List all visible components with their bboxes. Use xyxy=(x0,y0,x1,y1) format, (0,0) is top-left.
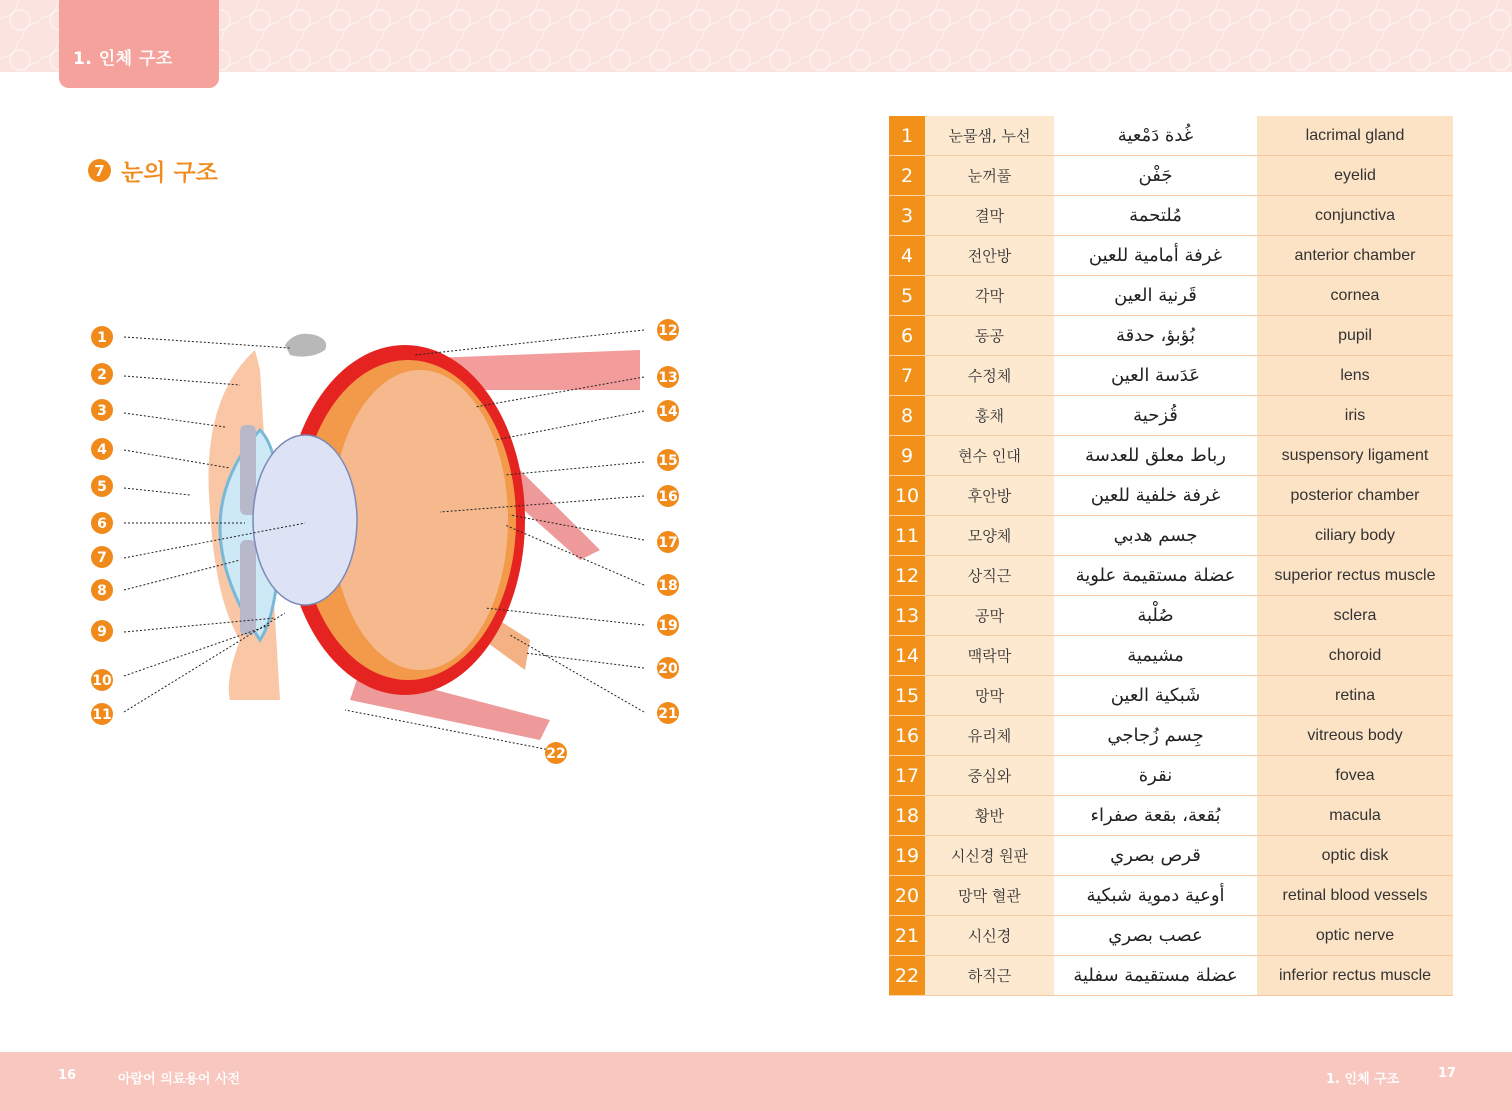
korean-term: 후안방 xyxy=(925,476,1054,516)
english-term: optic nerve xyxy=(1257,916,1453,956)
marker-4 xyxy=(91,438,113,460)
svg-text:17: 17 xyxy=(658,535,678,551)
row-number: 9 xyxy=(889,436,925,476)
marker-5 xyxy=(91,475,113,497)
table-row xyxy=(889,116,1453,156)
korean-term: 시신경 xyxy=(925,916,1054,956)
korean-term: 모양체 xyxy=(925,516,1054,556)
marker-15 xyxy=(657,449,679,471)
english-term: retina xyxy=(1257,676,1453,716)
table-row xyxy=(889,796,1453,836)
korean-term: 수정체 xyxy=(925,356,1054,396)
english-term: posterior chamber xyxy=(1257,476,1453,516)
section-title xyxy=(88,154,218,187)
row-number: 18 xyxy=(889,796,925,836)
marker-7 xyxy=(91,546,113,568)
row-number: 20 xyxy=(889,876,925,916)
table-row xyxy=(889,196,1453,236)
svg-text:13: 13 xyxy=(658,370,678,386)
english-term: ciliary body xyxy=(1257,516,1453,556)
table-row xyxy=(889,956,1453,996)
korean-term: 홍채 xyxy=(925,396,1054,436)
marker-22 xyxy=(545,742,567,764)
korean-term: 동공 xyxy=(925,316,1054,356)
korean-term: 하직근 xyxy=(925,956,1054,996)
marker-18 xyxy=(657,574,679,596)
korean-term: 유리체 xyxy=(925,716,1054,756)
svg-text:3: 3 xyxy=(97,403,107,419)
row-number: 4 xyxy=(889,236,925,276)
row-number: 8 xyxy=(889,396,925,436)
english-term: lacrimal gland xyxy=(1257,116,1453,156)
header-pattern-band xyxy=(0,0,1512,72)
eye-diagram xyxy=(80,310,678,770)
row-number: 5 xyxy=(889,276,925,316)
english-term: anterior chamber xyxy=(1257,236,1453,276)
table-row xyxy=(889,876,1453,916)
arabic-term: قرص بصري xyxy=(1054,836,1257,876)
marker-16 xyxy=(657,485,679,507)
footer-right-chapter-title: 1. 인체 구조 xyxy=(1326,1072,1400,1087)
arabic-term: جَفْن xyxy=(1054,156,1257,196)
row-number: 17 xyxy=(889,756,925,796)
arabic-term: مشيمية xyxy=(1054,636,1257,676)
svg-text:18: 18 xyxy=(658,578,678,594)
svg-text:11: 11 xyxy=(92,707,112,723)
section-title-text: 눈의 구조 xyxy=(121,160,218,186)
row-number: 6 xyxy=(889,316,925,356)
arabic-term: قُزحية xyxy=(1054,396,1257,436)
table-row xyxy=(889,276,1453,316)
english-term: choroid xyxy=(1257,636,1453,676)
eye-diagram-svg xyxy=(80,310,678,770)
svg-text:5: 5 xyxy=(97,479,107,495)
arabic-term: قَرنية العين xyxy=(1054,276,1257,316)
marker-13 xyxy=(657,366,679,388)
english-term: vitreous body xyxy=(1257,716,1453,756)
english-term: suspensory ligament xyxy=(1257,436,1453,476)
arabic-term: عضلة مستقيمة سفلية xyxy=(1054,956,1257,996)
marker-20 xyxy=(657,657,679,679)
arabic-term: شَبكية العين xyxy=(1054,676,1257,716)
svg-text:14: 14 xyxy=(658,404,678,420)
marker-14 xyxy=(657,400,679,422)
vitreous-shape xyxy=(332,370,508,670)
marker-19 xyxy=(657,614,679,636)
row-number: 13 xyxy=(889,596,925,636)
korean-term: 맥락막 xyxy=(925,636,1054,676)
marker-8 xyxy=(91,579,113,601)
table-row xyxy=(889,156,1453,196)
korean-term: 현수 인대 xyxy=(925,436,1054,476)
row-number: 11 xyxy=(889,516,925,556)
row-number: 2 xyxy=(889,156,925,196)
svg-text:9: 9 xyxy=(97,624,107,640)
table-row xyxy=(889,596,1453,636)
marker-2 xyxy=(91,363,113,385)
table-row xyxy=(889,316,1453,356)
korean-term: 공막 xyxy=(925,596,1054,636)
marker-1 xyxy=(91,326,113,348)
table-row xyxy=(889,756,1453,796)
arabic-term: جسم هدبي xyxy=(1054,516,1257,556)
svg-text:19: 19 xyxy=(658,618,678,634)
footer-left-page-number: 16 xyxy=(58,1068,77,1083)
english-term: iris xyxy=(1257,396,1453,436)
lacrimal-gland-shape xyxy=(285,334,326,357)
korean-term: 황반 xyxy=(925,796,1054,836)
svg-text:12: 12 xyxy=(658,323,678,339)
row-number: 10 xyxy=(889,476,925,516)
english-term: retinal blood vessels xyxy=(1257,876,1453,916)
arabic-term: نقرة xyxy=(1054,756,1257,796)
term-table xyxy=(889,116,1453,996)
table-row xyxy=(889,516,1453,556)
arabic-term: صُلْبة xyxy=(1054,596,1257,636)
english-term: lens xyxy=(1257,356,1453,396)
korean-term: 눈물샘, 누선 xyxy=(925,116,1054,156)
korean-term: 각막 xyxy=(925,276,1054,316)
row-number: 15 xyxy=(889,676,925,716)
korean-term: 시신경 원판 xyxy=(925,836,1054,876)
lens-shape xyxy=(253,435,357,605)
arabic-term: عَدَسة العين xyxy=(1054,356,1257,396)
row-number: 1 xyxy=(889,116,925,156)
korean-term: 중심와 xyxy=(925,756,1054,796)
svg-text:16: 16 xyxy=(658,489,678,505)
marker-6 xyxy=(91,512,113,534)
korean-term: 망막 혈관 xyxy=(925,876,1054,916)
korean-term: 눈꺼풀 xyxy=(925,156,1054,196)
svg-text:4: 4 xyxy=(97,442,107,458)
row-number: 7 xyxy=(889,356,925,396)
english-term: pupil xyxy=(1257,316,1453,356)
row-number: 19 xyxy=(889,836,925,876)
row-number: 21 xyxy=(889,916,925,956)
marker-10 xyxy=(91,669,113,691)
marker-21 xyxy=(657,702,679,724)
svg-text:10: 10 xyxy=(92,673,112,689)
table-row xyxy=(889,676,1453,716)
table-row xyxy=(889,636,1453,676)
english-term: inferior rectus muscle xyxy=(1257,956,1453,996)
row-number: 12 xyxy=(889,556,925,596)
table-row xyxy=(889,436,1453,476)
marker-11 xyxy=(91,703,113,725)
table-row xyxy=(889,236,1453,276)
korean-term: 망막 xyxy=(925,676,1054,716)
footer-right-page-number: 17 xyxy=(1438,1066,1457,1081)
footer-band xyxy=(0,1052,1512,1111)
table-row xyxy=(889,556,1453,596)
arabic-term: غرفة أمامية للعين xyxy=(1054,236,1257,276)
markers-left xyxy=(91,326,113,725)
english-term: macula xyxy=(1257,796,1453,836)
chapter-tab-label: 1. 인체 구조 xyxy=(73,49,173,69)
arabic-term: عصب بصري xyxy=(1054,916,1257,956)
arabic-term: مُلتحمة xyxy=(1054,196,1257,236)
section-number-badge: 7 xyxy=(88,159,111,182)
svg-text:15: 15 xyxy=(658,453,678,469)
arabic-term: بُقعة، بقعة صفراء xyxy=(1054,796,1257,836)
english-term: eyelid xyxy=(1257,156,1453,196)
table-row xyxy=(889,716,1453,756)
marker-17 xyxy=(657,531,679,553)
svg-text:8: 8 xyxy=(97,583,107,599)
table-row xyxy=(889,356,1453,396)
korean-term: 상직근 xyxy=(925,556,1054,596)
row-number: 3 xyxy=(889,196,925,236)
table-row xyxy=(889,836,1453,876)
arabic-term: أوعية دموية شبكية xyxy=(1054,876,1257,916)
svg-text:7: 7 xyxy=(97,550,107,566)
korean-term: 전안방 xyxy=(925,236,1054,276)
table-row xyxy=(889,476,1453,516)
marker-9 xyxy=(91,620,113,642)
english-term: conjunctiva xyxy=(1257,196,1453,236)
svg-text:1: 1 xyxy=(97,330,107,346)
row-number: 14 xyxy=(889,636,925,676)
korean-term: 결막 xyxy=(925,196,1054,236)
arabic-term: بُؤبؤ، حدقة xyxy=(1054,316,1257,356)
english-term: fovea xyxy=(1257,756,1453,796)
marker-3 xyxy=(91,399,113,421)
svg-text:21: 21 xyxy=(658,706,678,722)
svg-text:22: 22 xyxy=(546,746,566,762)
svg-text:6: 6 xyxy=(97,516,107,532)
table-row xyxy=(889,396,1453,436)
english-term: cornea xyxy=(1257,276,1453,316)
arabic-term: غُدة دَمْعية xyxy=(1054,116,1257,156)
english-term: superior rectus muscle xyxy=(1257,556,1453,596)
row-number: 22 xyxy=(889,956,925,996)
arabic-term: رباط معلق للعدسة xyxy=(1054,436,1257,476)
marker-12 xyxy=(657,319,679,341)
chapter-tab xyxy=(59,0,219,88)
footer-left-book-title: 아랍어 의료용어 사전 xyxy=(118,1072,241,1087)
svg-text:20: 20 xyxy=(658,661,678,677)
term-table-body xyxy=(889,116,1453,996)
svg-text:2: 2 xyxy=(97,367,107,383)
table-row xyxy=(889,916,1453,956)
english-term: optic disk xyxy=(1257,836,1453,876)
arabic-term: عضلة مستقيمة علوية xyxy=(1054,556,1257,596)
english-term: sclera xyxy=(1257,596,1453,636)
arabic-term: جِسم زُجاجي xyxy=(1054,716,1257,756)
row-number: 16 xyxy=(889,716,925,756)
arabic-term: غرفة خلفية للعين xyxy=(1054,476,1257,516)
